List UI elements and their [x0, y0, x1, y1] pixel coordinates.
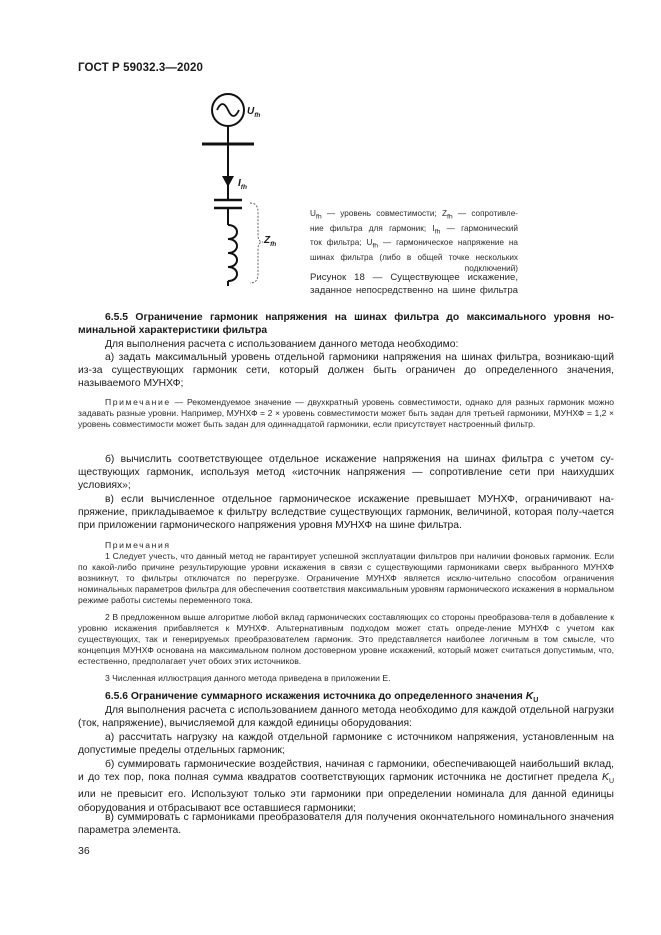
document-header: ГОСТ Р 59032.3—2020 — [78, 62, 203, 74]
figure-caption — [310, 271, 518, 297]
section-655-item-a: а) задать максимальный уровень отдельной гармоники напряжения на шинах фильтра, возникаю-щий из-за существующих гармоник сети, который должен быть ограничен до определенного значения, называемого МУНХФ; — [78, 352, 614, 390]
section-656-item-b: б) суммировать гармонические воздействия, начиная с гармоники, обеспечивающей наибольший вклад, и до тех пор, пока полная сумма квадратов соответствующих гармоник источника не достигнет предела $K_U$ или не превысит его. Используют только эти гармоники при определении номинала для данной единицы оборудования и отбрасывают все оставшиеся гармоники; — [78, 759, 614, 814]
u-fh-label: $U_{fh}$ — [247, 106, 261, 119]
z-fh-label: $Z_{fh}$ — [264, 235, 277, 248]
section-655-heading-line-1: 6.5.5 Ограничение гармоник напряжения на шинах фильтра до максимального уровня но- — [105, 312, 614, 323]
note-1: 1 Следует учесть, что данный метод не гарантирует успешной эксплуатации фильтров при наличии фоновых гармоник. Если по какой-либо причине результирующие уровни искажения в связи с существующими гармониками сверх выбранного МУНХФ возникнут, то фильтры отключатся по перегрузке. Ограничение МУНХФ является исклю-чительно способом ограничения номинальных параметров фильтра для обеспечения соответствия максимальным уровням гармонического искажения в нормальном режиме работы системы переменного тока. — [78, 551, 614, 606]
section-656-item-a: а) рассчитать нагрузку на каждой отдельной гармонике с источником напряжения, установленным на допустимые пределы отдельных гармоник; — [78, 732, 614, 757]
legend-line-5: подключений) — [464, 263, 518, 273]
impedance-bracket — [250, 203, 263, 283]
note-3: 3 Численная иллюстрация данного метода приведена в приложении Е. — [105, 673, 391, 683]
section-655-item-c: в) если вычисленное отдельное гармоническое искажение превышает МУНХФ, ограничивают на-пряжение, прикладываемое к фильтру вследствие существующих гармоник, величиной, которая полу-чается при приложении гармонического напряжения уровня МУНХФ на шине фильтра. — [78, 494, 614, 532]
section-655-heading — [78, 311, 614, 337]
section-656-heading: 6.5.6 Ограничение суммарного искажения источника до определенного значения $K_U$ — [105, 691, 539, 705]
section-655-note — [78, 397, 614, 430]
legend-line-1: $U_{fh}$ — уровень совместимости; $Z_{fh}$ — сопротивле- — [310, 209, 518, 221]
legend-line-3: ток фильтра; $U_{fh}$ — гармоническое напряжение на — [310, 238, 518, 250]
circuit-diagram — [190, 88, 300, 300]
caption-line-2: заданное непосредственно на шине фильтра — [310, 285, 518, 296]
page-number: 36 — [78, 845, 90, 857]
caption-line-1: Рисунок 18 — Существующее искажение, — [310, 272, 518, 283]
i-fh-label: $I_{fh}$ — [238, 178, 247, 191]
notes-label: Примечания — [105, 540, 171, 550]
note-label: Примечание — [105, 397, 171, 407]
current-arrow — [222, 176, 234, 187]
section-655-intro: Для выполнения расчета с использованием данного метода необходимо: — [105, 339, 459, 350]
section-656-item-c: в) суммировать с гармониками преобразователя для получения окончательного номинального значения параметра элемента. — [78, 812, 614, 837]
section-655-item-b: б) вычислить соответствующее отдельное искажение напряжения на шинах фильтра с учетом су-ществующих гармоник, используя метод «источник напряжения — сопротивление сети при наихудших условиях»; — [78, 454, 614, 492]
legend-line-2: ние фильтра для гармоник; $I_{fh}$ — гармонический — [310, 223, 518, 236]
figure-legend — [310, 208, 518, 274]
note-2: 2 В предложенном выше алгоритме любой вклад гармонических составляющих со стороны преобразова-теля в добавление к уровню искажения прибавляется к МУНХФ. Альтернативным подходом может стать опреде-ление МУНХФ с учетом как существующих, так и генерируемых преобразователем гармоник. Это представляется наиболее логичным в том смысле, что концепция МУНХФ основана на максимальном полном достоверном уровне искажений, который может считаться допустимым, что, естественно, предполагает учет обоих этих источников. — [78, 612, 614, 667]
section-656-intro: Для выполнения расчета с использованием данного метода необходимо для каждой отдельной нагрузки (ток, напряжение), вычисляемой для каждой единицы оборудования: — [78, 705, 614, 730]
sine-wave-symbol — [217, 104, 239, 116]
inductor-coil — [228, 225, 237, 281]
note-text: — Рекомендуемое значение — двухкратный уровень совместимости, однако для разных гармоник можно задавать разные уровни. Например, МУНХФ = 2 × уровень совместимости может быть задан для третьей гармоники, МУНХФ = 1,2 × уровень совместимости может быть задан для одиннадцатой гармоники, если присутствует настроенный фильтр. — [78, 397, 614, 430]
legend-line-4: шинах фильтра (либо в общей точке нескольких — [310, 252, 518, 262]
section-655-heading-line-2: минальной характеристики фильтра — [78, 325, 268, 337]
